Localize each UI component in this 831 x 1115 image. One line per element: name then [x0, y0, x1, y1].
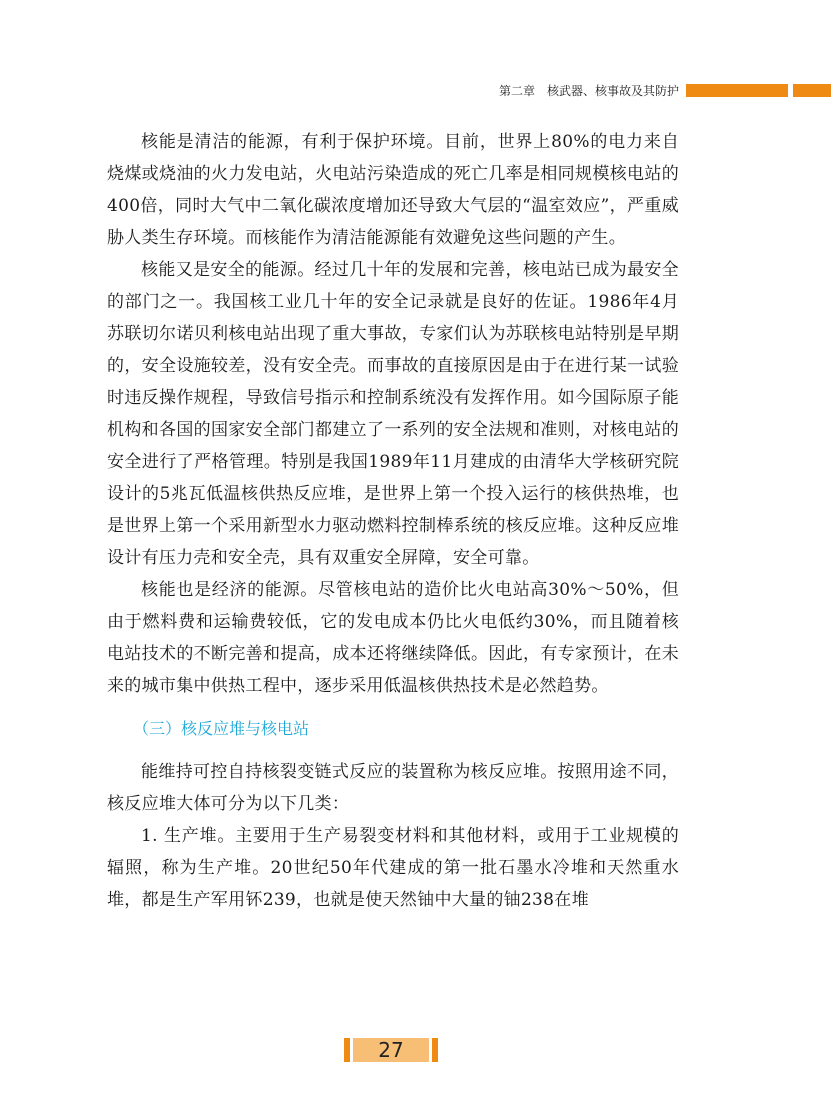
- page-number-right-bar: [432, 1038, 438, 1062]
- body-text: [107, 126, 679, 916]
- running-header: [0, 82, 831, 100]
- paragraph-safe-energy: 核能又是安全的能源。经过几十年的发展和完善，核电站已成为最安全的部门之一。我国核工业几十年的安全记录就是良好的佐证。1986年4月苏联切尔诺贝利核电站出现了重大事故，专家们认为苏联核电站特别是早期的，安全设施较差，没有安全壳。而事故的直接原因是由于在进行某一试验时违反操作规程，导致信号指示和控制系统没有发挥作用。如今国际原子能机构和各国的国家安全部门都建立了一系列的安全法规和准则，对核电站的安全进行了严格管理。特别是我国1989年11月建成的由清华大学核研究院设计的5兆瓦低温核供热反应堆，是世界上第一个投入运行的核供热堆，也是世界上第一个采用新型水力驱动燃料控制棒系统的核反应堆。这种反应堆设计有压力壳和安全壳，具有双重安全屏障，安全可靠。: [107, 260, 679, 568]
- page-number-label: 27: [353, 1038, 429, 1062]
- paragraph-clean-energy: 核能是清洁的能源，有利于保护环境。目前，世界上80%的电力来自烧煤或烧油的火力发电站，火电站污染造成的死亡几率是相同规模核电站的400倍，同时大气中二氧化碳浓度增加还导致大气层的“温室效应”，严重威胁人类生存环境。而核能作为清洁能源能有效避免这些问题的产生。: [107, 132, 679, 248]
- paragraph-economic-energy: 核能也是经济的能源。尽管核电站的造价比火电站高30%～50%，但由于燃料费和运输费较低，它的发电成本仍比火电低约30%，而且随着核电站技术的不断完善和提高，成本还将继续降低。因此，有专家预计，在未来的城市集中供热工程中，逐步采用低温核供热技术是必然趋势。: [107, 580, 679, 696]
- paragraph-production-reactor: 1. 生产堆。主要用于生产易裂变材料和其他材料，或用于工业规模的辐照，称为生产堆。20世纪50年代建成的第一批石墨水冷堆和天然重水堆，都是生产军用钚239，也就是使天然铀中大量的铀238在堆: [107, 826, 679, 910]
- chapter-title: 第二章 核武器、核事故及其防护: [498, 84, 679, 98]
- page-number: [344, 1038, 438, 1062]
- paragraph-reactor-definition: 能维持可控自持核裂变链式反应的装置称为核反应堆。按照用途不同，核反应堆大体可分为以下几类：: [107, 762, 679, 814]
- header-accent-bar: [686, 84, 788, 97]
- page-number-left-bar: [344, 1038, 350, 1062]
- header-accent-bar-end: [793, 84, 831, 97]
- section-heading: （三）核反应堆与核电站: [133, 719, 310, 738]
